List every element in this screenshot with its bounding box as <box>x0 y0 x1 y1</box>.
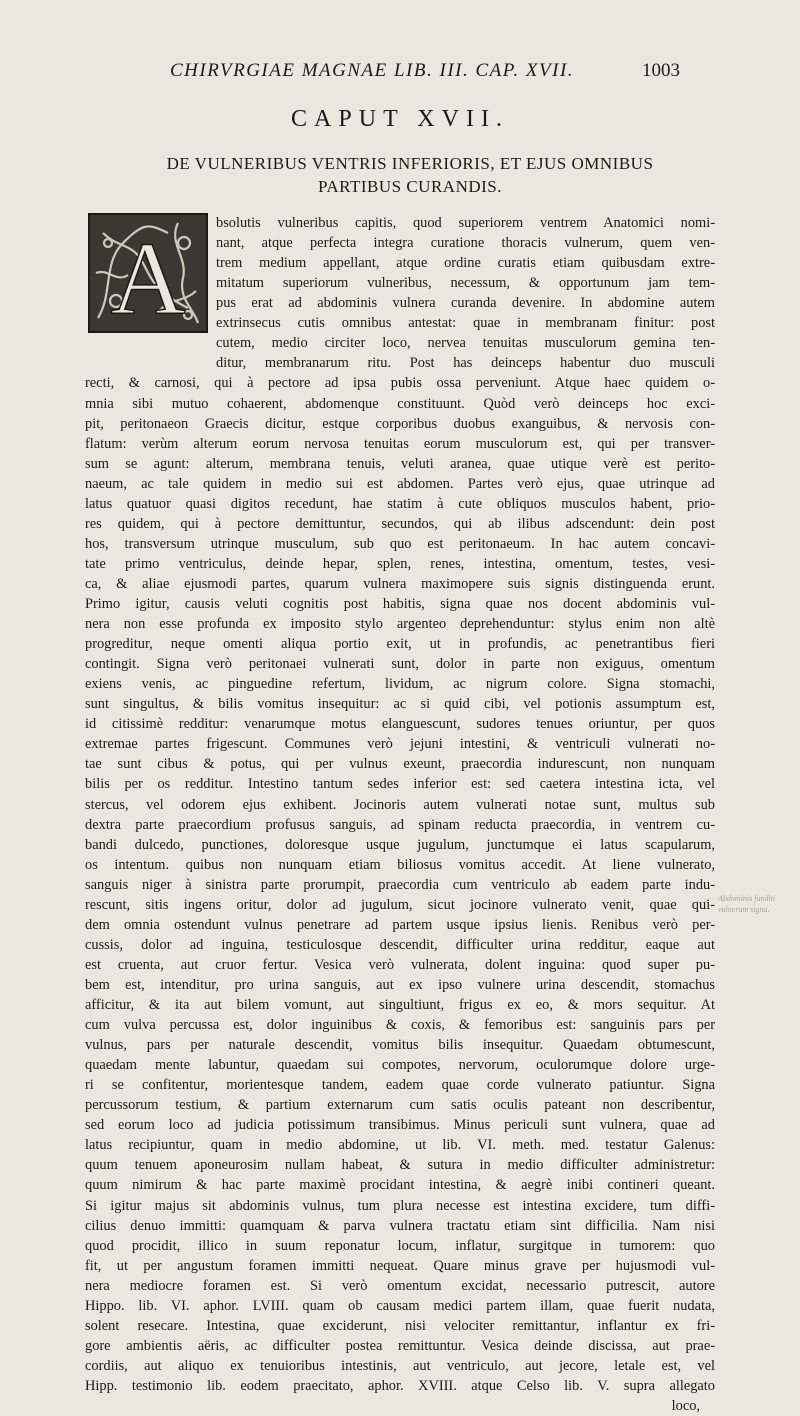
body-line: cilius denuo immitti: quamquam & parva vulnera tractatu etiam sint difficilia. Nam nisi <box>85 1217 715 1234</box>
body-line: latus recipiuntur, quam in medio abdomine, ut lib. VI. meth. med. testatur Galenus: <box>85 1137 715 1154</box>
body-line: tate primo ventriculus, deinde hepar, splen, renes, intestina, omentum, testes, vesi- <box>85 555 715 572</box>
body-line: cum vulva percussa est, dolor inguinibus & coxis, & femoribus est: sanguinis pars per <box>85 1017 715 1033</box>
body-line: bilis per os redditur. Intestino tantum sedes inferior est: sed caetera intestina icta, vel <box>85 776 715 793</box>
body-line: est cruenta, aut cruor fertur. Vesica verò vulnerata, dolent inguina: quod super pu- <box>85 956 715 973</box>
chapter-subtitle-line-2: PARTIBUS CURANDIS. <box>317 177 502 196</box>
body-line: gore ambientis aëris, ac difficulter postea remittuntur. Vesica deinde discissa, aut prae- <box>85 1337 715 1354</box>
body-line: recti, & carnosi, qui à pectore ad ipsa pubis ossa perveniunt. Atque haec quidem o- <box>85 375 715 392</box>
body-line: mitatum superiorum vulneribus, necessum, & opportunum jam tem- <box>216 275 715 292</box>
body-line: dem omnia ostendunt vulnus penetrare ad partem usque ipsius lienis. Renibus verò per- <box>85 916 715 933</box>
body-line: contingit. Signa verò peritonaei vulnerati sunt, dolor in parte non exiguus, omentum <box>85 656 715 673</box>
body-line: extremae partes frigescunt. Communes verò jejuni intestini, & ventriculi vulnerati no- <box>85 736 715 753</box>
decorated-initial <box>88 213 208 333</box>
body-line: flatum: verùm alterum eorum nervosa tenuitas eorum musculorum est, qui per transver- <box>85 435 715 452</box>
running-head: CHIRVRGIAE MAGNAE LIB. III. CAP. XVII. <box>170 60 575 81</box>
page-number: 1003 <box>642 60 680 81</box>
body-line: progreditur, neque omenti aliqua portio exit, ut in profundis, ac penetrantibus fieri <box>85 636 715 652</box>
body-line: cussis, dolor ad inguina, testiculosque descendit, difficulter urina redditur, eaque aut <box>85 936 715 953</box>
chapter-subtitle-line-1: DE VULNERIBUS VENTRIS INFERIORIS, ET EJUS OMNIBUS <box>166 154 654 173</box>
body-line: vulnus, pars per naturale descendit, vomitus bilis insequitur. Quaedam obtumescunt, <box>85 1037 715 1054</box>
body-line: stercus, vel odorem ejus exhibent. Jocinoris autem vulnerati notae sunt, multus sub <box>85 796 715 813</box>
chapter-subtitle <box>100 152 720 198</box>
body-line: nant, atque perfecta integra curatione thoracis vulnerum, quem ven- <box>216 235 715 252</box>
body-line: cordiis, aut aliquo ex tenuioribus intestinis, aut ventriculo, aut jecore, letale est, vel <box>85 1357 715 1374</box>
body-line: quod procidit, illico in suum reponatur locum, inflatur, surgitque in tumorem: quo <box>85 1237 715 1254</box>
body-line: tae sunt cibus & potus, qui per vulnus exeunt, praecordia indurescunt, non nunquam <box>85 756 715 773</box>
body-line: latus quatuor quasi digitos recedunt, hae statim à cute obliquos musculos habent, prio- <box>85 495 715 512</box>
body-line: res quidem, qui à pectore demittuntur, secundos, qui ab ilibus adscendunt: dein post <box>85 515 715 532</box>
body-line: pit, peritonaeon Graecis dicitur, estque corporibus duobus exanguibus, & nervosis con- <box>85 415 715 432</box>
body-line: sum se agunt: alterum, membrana tenuis, veluti aranea, quae utique verè est perito- <box>85 455 715 472</box>
body-line: ca, & aliae ejusmodi partes, quarum vulnera maximopere suis signis distinguenda erunt. <box>85 575 715 592</box>
body-line: quum tenuem aponeurosim nullam habeat, & sutura in medio difficulter administretur: <box>85 1157 715 1174</box>
body-line: nera mediocre foramen est. Si verò omentum excidat, necessario putrescit, autore <box>85 1277 715 1294</box>
body-line: mnia sibi mutuo cohaerent, abdomenque constituunt. Quòd verò deinceps hoc exci- <box>85 395 715 412</box>
body-line: ditur, membranarum ritu. Post has deinceps habentur duo musculi <box>216 355 715 372</box>
body-line: trem medium appellant, atque ordine curatis etiam quibusdam extre- <box>216 255 715 272</box>
body-line: exiens venis, ac pinguedine refertum, lividum, ac nigrum colore. Signa stomachi, <box>85 676 715 693</box>
body-line: loco, <box>671 1398 700 1414</box>
body-line: cutem, medio circiter loco, nervea tenuitas musculorum gemina ten- <box>216 335 715 352</box>
body-line: ri se confitentur, morientesque tandem, eadem quae corde vulnerato patiuntur. Signa <box>85 1077 715 1094</box>
body-line: percussorum testium, & partium externarum cum satis oculis pateant non describentur, <box>85 1097 715 1114</box>
body-line: dextra parte praecordium profusus sanguis, ad spinam reducta praecordia, in ventrem cu- <box>85 816 715 833</box>
initial-letter: A <box>110 221 186 333</box>
body-line: bsolutis vulneribus capitis, quod superiorem ventrem Anatomici nomi- <box>216 215 715 231</box>
body-line: nera non esse profunda ex imposito stylo argenteo deprehenduntur: stylus enim non altè <box>85 616 715 632</box>
body-line: extrinsecus cutis omnibus antestat: quae in membranam finitur: post <box>216 315 715 332</box>
body-line: pus erat ad abdominis vulnera curanda devenire. In abdomine autem <box>216 295 715 312</box>
body-line: hos, transversum utrinque musculum, sub quo est peritonaeum. In hac autem concavi- <box>85 535 715 552</box>
chapter-title: CAPUT XVII. <box>291 106 509 132</box>
body-line: Si igitur majus sit abdominis vulnus, tum plura necesse est intestina excidere, tum diffi- <box>85 1197 715 1214</box>
body-line: quaedam mente labuntur, quaedam sui compotes, nervorum, oculorumque dolore urge- <box>85 1057 715 1074</box>
margin-note: Abdominis funditi vulnerum signa. <box>718 894 776 914</box>
body-line: rescunt, sitis ingens oritur, dolor ad jugulum, sicut jocinore vulnerato venit, quae qui- <box>85 896 715 913</box>
body-line: sunt singultus, & bilis vomitus insequitur: ac si quid cibi, vel potionis assumptum est, <box>85 696 715 713</box>
body-line: sanguis niger à sinistra parte prorumpit, praecordia cum ventriculo ab eadem parte indu- <box>85 876 715 893</box>
body-line: bem est, intenditur, pro urina sanguis, aut ex ipso vulnere urina descendit, stomachus <box>85 976 715 993</box>
body-line: solent resecare. Intestina, quae exciderunt, nisi velociter remittantur, inflantur ex fri- <box>85 1317 715 1334</box>
body-line: Hippo. lib. VI. aphor. LVIII. quam ob causam medici partem illam, quae fuerit nudata, <box>85 1297 715 1314</box>
body-line: quum nimirum & hac parte maximè procidant intestina, & aegrè inibi contineri queant. <box>85 1177 715 1194</box>
body-line: Hipp. testimonio lib. eodem praecitato, aphor. XVIII. atque Celso lib. V. supra allegato <box>85 1377 715 1394</box>
body-line: Primo igitur, causis veluti cognitis post habitis, signa quae nos docent abdominis vul- <box>85 596 715 612</box>
body-line: sed eorum loco ad judicia potissimum transibimus. Minus periculi sunt vulnera, quae ad <box>85 1117 715 1134</box>
body-line: fit, ut per angustum foramen immitti nequeat. Quare minus grave per hujusmodi vul- <box>85 1257 715 1274</box>
foliate-ornament-icon <box>88 213 208 333</box>
body-line: bandi dulcedo, punctiones, doloresque usque jugulum, junctumque ei latus scapularum, <box>85 836 715 853</box>
body-line: naeum, ac tale quidem in medio sui est abdomen. Partes verò ejus, quae utrinque ad <box>85 475 715 492</box>
body-line: os intentum. quibus non nunquam etiam biliosus vomitus accedit. At liene vulnerato, <box>85 856 715 873</box>
body-line: afficitur, & ita aut bilem vomunt, aut singultiunt, frigus ex eo, & mors sequitur. At <box>85 997 715 1013</box>
body-line: id citissimè redditur: venarumque motus elanguescunt, sudores tenues oriuntur, per quos <box>85 716 715 733</box>
